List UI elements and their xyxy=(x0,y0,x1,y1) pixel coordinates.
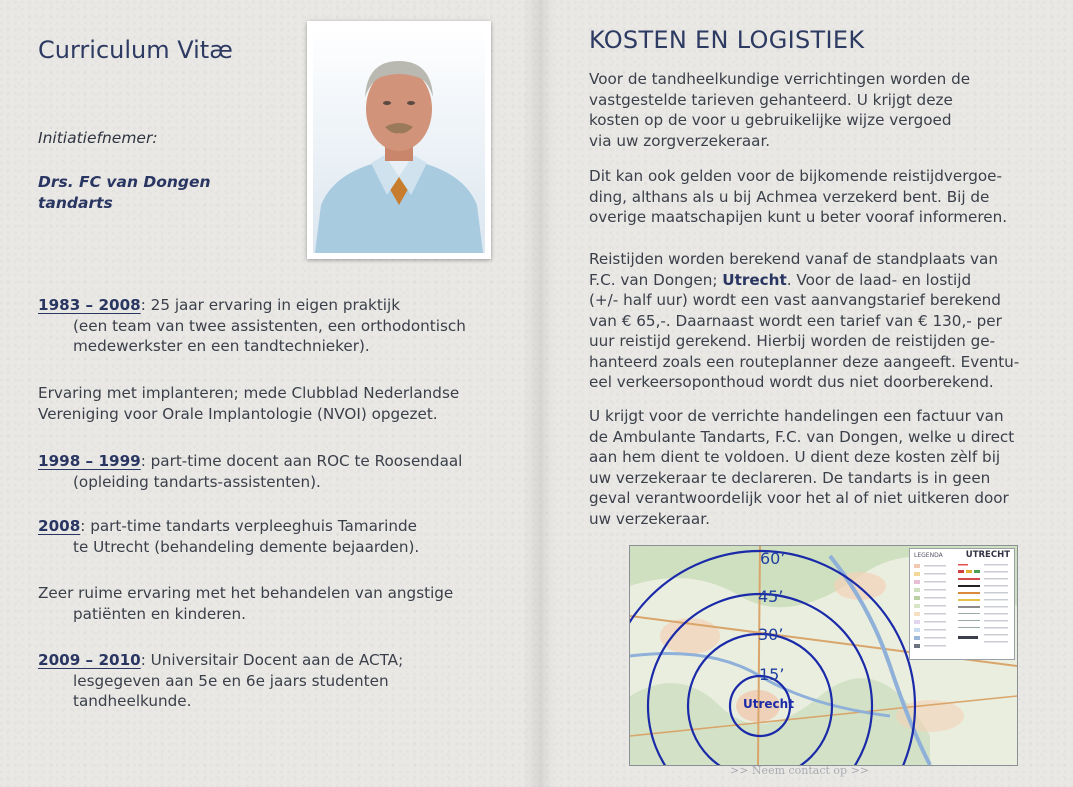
entry-text: : part-time docent aan ROC te Roosendaal xyxy=(140,452,463,470)
costs-title: KOSTEN EN LOGISTIEK xyxy=(589,26,865,54)
entry-text: tandheelkunde. xyxy=(73,692,192,710)
initiator-label: Initiatiefnemer: xyxy=(38,129,158,147)
legend-title: LEGENDA xyxy=(914,552,943,559)
paragraph-line: aan hem dient te voldoen. U dient deze kosten zèlf bij xyxy=(589,448,1001,466)
paragraph-line: (+/- half uur) wordt een vast aanvangstarief berekend xyxy=(589,291,1001,309)
paragraph-travel-refund xyxy=(589,166,1071,228)
left-page xyxy=(0,0,536,787)
entry-text: Zeer ruime ervaring met het behandelen van angstige xyxy=(38,584,454,602)
cv-entry xyxy=(38,583,528,624)
cv-entry xyxy=(38,516,528,557)
paragraph-travel-times xyxy=(589,249,1071,393)
paragraph-line: hanteerd zoals een routeplanner deze aangeeft. Eventu- xyxy=(589,352,1020,371)
entry-text: Vereniging voor Orale Implantologie (NVOI) opgezet. xyxy=(38,404,438,423)
entry-year: 1983 – 2008 xyxy=(38,296,141,314)
paragraph-invoice xyxy=(589,406,1071,529)
entry-text: medewerkster en een tandtechnieker). xyxy=(73,337,370,355)
paragraph-line: uw verzekeraar te declareren. De tandarts is in geen xyxy=(589,468,991,487)
dentist-title-line: tandarts xyxy=(38,194,113,212)
ring-label-60: 60’ xyxy=(760,549,786,568)
paragraph-line: eel verkeersoponthoud wordt dus niet doorberekend. xyxy=(589,373,994,391)
paragraph-line: via uw zorgverzekeraar. xyxy=(589,131,771,150)
paragraph-line xyxy=(589,270,1071,291)
paragraph-line: Reistijden worden berekend vanaf de standplaats van xyxy=(589,250,998,268)
entry-text: Ervaring met implanteren; mede Clubblad Nederlandse xyxy=(38,384,460,402)
paragraph-line: overige maatschapijen kunt u beter vooraf informeren. xyxy=(589,208,1008,226)
map-legend xyxy=(909,548,1015,660)
paragraph-line: uw verzekeraar. xyxy=(589,509,710,528)
portrait-photo xyxy=(307,21,491,259)
city-emphasis: Utrecht xyxy=(722,270,787,289)
entry-year: 2008 xyxy=(38,517,81,535)
cv-entry xyxy=(38,451,528,492)
paragraph-line: ding, althans als u bij Achmea verzekerd bent. Bij de xyxy=(589,187,990,206)
entry-text: (opleiding tandarts-assistenten). xyxy=(73,472,321,491)
paragraph-text: F.C. van Dongen; xyxy=(589,270,723,289)
entry-year: 1998 – 1999 xyxy=(38,452,141,470)
paragraph-line: vastgestelde tarieven gehanteerd. U krijgt deze xyxy=(589,90,953,109)
paragraph-line: van € 65,-. Daarnaast wordt een tarief van € 130,- per xyxy=(589,311,1002,330)
right-page xyxy=(536,0,1073,787)
paragraph-line: uur reistijd gerekend. Hierbij worden de reistijden ge- xyxy=(589,332,996,350)
paragraph-line: geval verantwoordelijk voor het al of niet uitkeren door xyxy=(589,489,1009,507)
dentist-name-line: Drs. FC van Dongen xyxy=(38,173,211,191)
portrait-illustration xyxy=(313,27,485,253)
entry-text: : 25 jaar ervaring in eigen praktijk xyxy=(140,296,401,314)
paragraph-tariffs xyxy=(589,69,1071,151)
cv-entry xyxy=(38,383,528,424)
entry-text: (een team van twee assistenten, een orthodontisch xyxy=(73,316,466,335)
entry-year: 2009 – 2010 xyxy=(38,651,141,669)
paragraph-line: Dit kan ook gelden voor de bijkomende reistijdvergoe- xyxy=(589,167,1002,185)
entry-text: : part-time tandarts verpleeghuis Tamarinde xyxy=(80,517,417,535)
ring-label-45: 45’ xyxy=(758,587,784,606)
map-city-label: Utrecht xyxy=(743,697,794,711)
entry-text: lesgegeven aan 5e en 6e jaars studenten xyxy=(73,671,389,690)
ring-label-30: 30’ xyxy=(758,625,784,644)
contact-link[interactable]: >> Neem contact op >> xyxy=(730,764,870,777)
travel-time-map[interactable] xyxy=(629,545,1018,766)
ring-label-15: 15’ xyxy=(759,665,785,684)
entry-text: patiënten en kinderen. xyxy=(73,604,246,623)
paragraph-line: de Ambulante Tandarts, F.C. van Dongen, welke u direct xyxy=(589,427,1015,446)
cv-entry xyxy=(38,650,528,712)
paragraph-line: Voor de tandheelkundige verrichtingen worden de xyxy=(589,70,971,88)
entry-text: te Utrecht (behandeling demente bejaarden). xyxy=(73,537,420,556)
cv-title: Curriculum Vitæ xyxy=(38,36,233,64)
paragraph-line: U krijgt voor de verrichte handelingen een factuur van xyxy=(589,407,1004,425)
paragraph-text: . Voor de laad- en lostijd xyxy=(786,270,972,289)
dentist-name xyxy=(38,172,211,214)
paragraph-line: kosten op de voor u gebruikelijke wijze vergoed xyxy=(589,111,952,129)
entry-text: : Universitair Docent aan de ACTA; xyxy=(140,651,404,669)
legend-swatches xyxy=(910,562,1014,658)
cv-entry xyxy=(38,295,528,357)
legend-city: UTRECHT xyxy=(965,550,1010,560)
